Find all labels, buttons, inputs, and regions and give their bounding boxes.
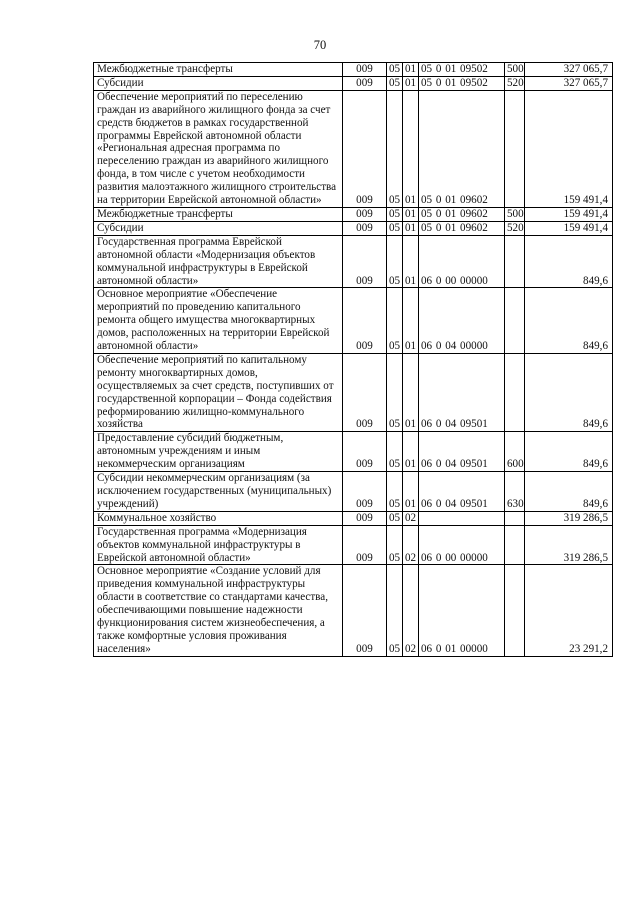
row-name: Субсидии — [94, 221, 343, 235]
row-admin-code: 009 — [343, 207, 387, 221]
row-admin-code: 009 — [343, 432, 387, 472]
row-subsection-code: 02 — [403, 511, 419, 525]
row-target-article: 05 0 01 09502 — [419, 63, 505, 77]
row-subsection-code: 01 — [403, 90, 419, 207]
row-sum: 849,6 — [525, 235, 613, 288]
row-section-code: 05 — [387, 353, 403, 431]
row-admin-code: 009 — [343, 525, 387, 565]
budget-table — [93, 62, 613, 657]
row-section-code: 05 — [387, 221, 403, 235]
row-name: Государственная программа Еврейской автономной области «Модернизация объектов коммунальной инфраструктуры в Еврейской автономной области» — [94, 235, 343, 288]
row-target-article: 06 0 00 00000 — [419, 525, 505, 565]
row-sum: 849,6 — [525, 472, 613, 512]
row-subsection-code: 01 — [403, 76, 419, 90]
row-name: Коммунальное хозяйство — [94, 511, 343, 525]
row-expense-type — [505, 235, 525, 288]
table-row — [94, 63, 613, 77]
row-section-code: 05 — [387, 76, 403, 90]
row-sum: 319 286,5 — [525, 511, 613, 525]
row-admin-code: 009 — [343, 353, 387, 431]
row-name: Обеспечение мероприятий по капитальному ремонту многоквартирных домов, осуществляемых за счет средств, поступивших от государственной корпорации – Фонда содействия реформированию жилищно-коммунального хозяйства — [94, 353, 343, 431]
row-subsection-code: 01 — [403, 288, 419, 354]
table-row — [94, 525, 613, 565]
row-admin-code: 009 — [343, 472, 387, 512]
row-sum: 849,6 — [525, 353, 613, 431]
row-admin-code: 009 — [343, 63, 387, 77]
row-target-article: 06 0 04 00000 — [419, 288, 505, 354]
row-subsection-code: 01 — [403, 221, 419, 235]
row-target-article: 05 0 01 09602 — [419, 90, 505, 207]
table-row — [94, 90, 613, 207]
row-admin-code: 009 — [343, 235, 387, 288]
row-target-article — [419, 511, 505, 525]
page-number: 70 — [313, 38, 327, 52]
row-admin-code: 009 — [343, 76, 387, 90]
row-subsection-code: 01 — [403, 472, 419, 512]
table-row — [94, 472, 613, 512]
row-section-code: 05 — [387, 207, 403, 221]
row-expense-type — [505, 90, 525, 207]
row-subsection-code: 01 — [403, 353, 419, 431]
row-name: Основное мероприятие «Обеспечение мероприятий по проведению капитального ремонта общего имущества многоквартирных домов, расположенных на территории Еврейской автономной области» — [94, 288, 343, 354]
row-expense-type: 520 — [505, 221, 525, 235]
row-expense-type — [505, 565, 525, 656]
row-section-code: 05 — [387, 288, 403, 354]
row-target-article: 05 0 01 09602 — [419, 207, 505, 221]
table-row — [94, 221, 613, 235]
row-sum: 159 491,4 — [525, 207, 613, 221]
row-target-article: 05 0 01 09502 — [419, 76, 505, 90]
row-admin-code: 009 — [343, 288, 387, 354]
row-subsection-code: 01 — [403, 432, 419, 472]
row-expense-type — [505, 288, 525, 354]
row-sum: 319 286,5 — [525, 525, 613, 565]
row-sum: 849,6 — [525, 432, 613, 472]
row-expense-type — [505, 525, 525, 565]
row-target-article: 06 0 04 09501 — [419, 432, 505, 472]
row-sum: 849,6 — [525, 288, 613, 354]
row-target-article: 06 0 01 00000 — [419, 565, 505, 656]
row-expense-type: 630 — [505, 472, 525, 512]
row-name: Предоставление субсидий бюджетным, автономным учреждениям и иным некоммерческим организациям — [94, 432, 343, 472]
table-row — [94, 353, 613, 431]
row-sum: 23 291,2 — [525, 565, 613, 656]
row-expense-type — [505, 511, 525, 525]
row-sum: 327 065,7 — [525, 63, 613, 77]
row-target-article: 06 0 00 00000 — [419, 235, 505, 288]
row-name: Обеспечение мероприятий по переселению граждан из аварийного жилищного фонда за счет средств бюджетов в рамках государственной программы Еврейской автономной области «Региональная адресная программа по переселению граждан из аварийного жилищного фонда, в том числе с учетом необходимости развития малоэтажного жилищного строительства на территории Еврейской автономной области» — [94, 90, 343, 207]
row-section-code: 05 — [387, 235, 403, 288]
row-sum: 327 065,7 — [525, 76, 613, 90]
row-subsection-code: 01 — [403, 207, 419, 221]
row-subsection-code: 02 — [403, 565, 419, 656]
row-target-article: 06 0 04 09501 — [419, 472, 505, 512]
row-section-code: 05 — [387, 63, 403, 77]
row-expense-type: 500 — [505, 207, 525, 221]
row-name: Основное мероприятие «Создание условий для приведения коммунальной инфраструктуры области в соответствие со стандартами качества, обеспечивающими повышение надежности функционирования систем жизнеобеспечения, а также комфортные условия проживания населения» — [94, 565, 343, 656]
table-row — [94, 432, 613, 472]
row-subsection-code: 01 — [403, 63, 419, 77]
row-expense-type — [505, 353, 525, 431]
row-name: Межбюджетные трансферты — [94, 207, 343, 221]
row-name: Государственная программа «Модернизация объектов коммунальной инфраструктуры в Еврейской автономной области» — [94, 525, 343, 565]
row-section-code: 05 — [387, 525, 403, 565]
row-section-code: 05 — [387, 565, 403, 656]
table-row — [94, 511, 613, 525]
row-sum: 159 491,4 — [525, 221, 613, 235]
row-sum: 159 491,4 — [525, 90, 613, 207]
row-section-code: 05 — [387, 472, 403, 512]
row-expense-type: 600 — [505, 432, 525, 472]
row-subsection-code: 01 — [403, 235, 419, 288]
table-row — [94, 207, 613, 221]
row-expense-type: 520 — [505, 76, 525, 90]
row-section-code: 05 — [387, 90, 403, 207]
table-row — [94, 235, 613, 288]
row-name: Субсидии — [94, 76, 343, 90]
row-section-code: 05 — [387, 511, 403, 525]
row-admin-code: 009 — [343, 565, 387, 656]
row-target-article: 06 0 04 09501 — [419, 353, 505, 431]
row-admin-code: 009 — [343, 90, 387, 207]
row-expense-type: 500 — [505, 63, 525, 77]
row-target-article: 05 0 01 09602 — [419, 221, 505, 235]
row-subsection-code: 02 — [403, 525, 419, 565]
row-name: Субсидии некоммерческим организациям (за исключением государственных (муниципальных) учреждений) — [94, 472, 343, 512]
table-row — [94, 565, 613, 656]
table-row — [94, 76, 613, 90]
table-row — [94, 288, 613, 354]
row-admin-code: 009 — [343, 221, 387, 235]
row-name: Межбюджетные трансферты — [94, 63, 343, 77]
row-admin-code: 009 — [343, 511, 387, 525]
row-section-code: 05 — [387, 432, 403, 472]
